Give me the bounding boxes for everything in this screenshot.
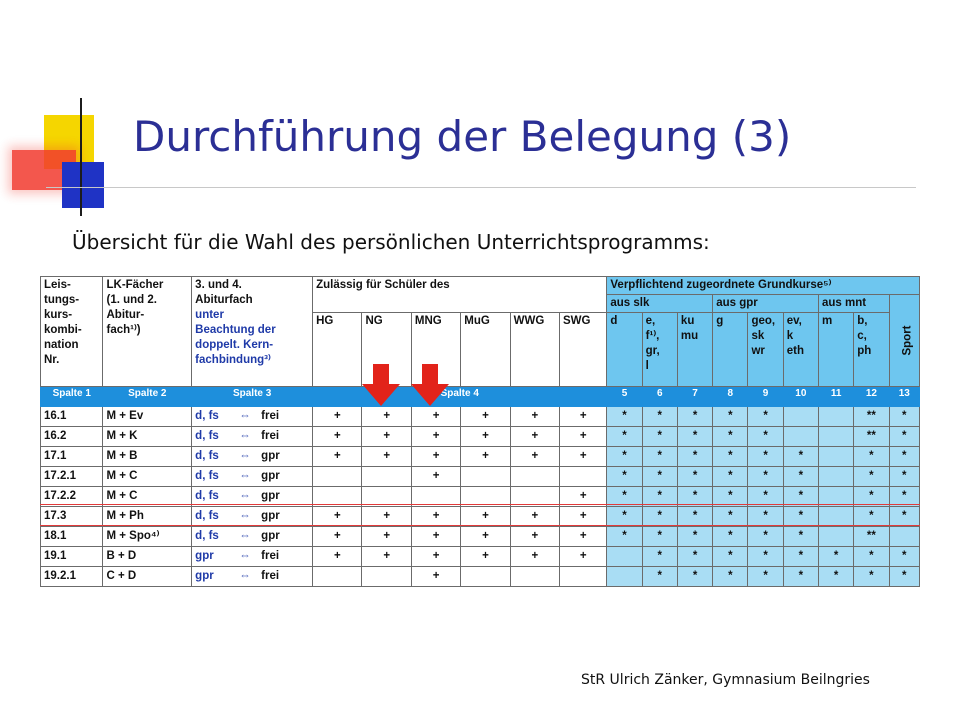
- row-course-mark: *: [889, 407, 919, 427]
- row-school-mark: +: [510, 427, 559, 447]
- row-course-mark: *: [783, 507, 818, 527]
- row-course-mark: *: [607, 507, 642, 527]
- row-abiturfach-option: d, fs: [195, 530, 219, 542]
- row-abiturfach-arrow: ⇔: [239, 530, 251, 542]
- row-lk-faecher: B + D: [103, 547, 192, 567]
- row-number: 17.1: [41, 447, 103, 467]
- row-school-mark: +: [461, 527, 510, 547]
- row-lk-faecher: M + C: [103, 467, 192, 487]
- row-course-mark: *: [783, 547, 818, 567]
- header-school: NG: [362, 313, 411, 387]
- row-abiturfach-alternative: gpr: [261, 490, 280, 502]
- row-lk-faecher: M + Spo⁴⁾: [103, 527, 192, 547]
- row-course-mark: *: [713, 507, 748, 527]
- row-school-mark: +: [510, 407, 559, 427]
- row-school-mark: +: [510, 447, 559, 467]
- row-course-mark: *: [607, 447, 642, 467]
- header-sport-label: Sport: [901, 325, 914, 356]
- row-abiturfach-arrow: ⇔: [239, 490, 251, 502]
- header-subject-line: e,: [645, 315, 656, 327]
- row-school-mark: +: [411, 507, 460, 527]
- arrow-down-ng-icon: [362, 364, 400, 406]
- header-school: HG: [313, 313, 362, 387]
- header-subject-line: ev,: [786, 315, 802, 327]
- header-subject: [642, 313, 677, 387]
- header-school: MuG: [461, 313, 510, 387]
- row-school-mark: +: [362, 547, 411, 567]
- header-sport: [889, 295, 919, 387]
- row-school-mark: [510, 567, 559, 587]
- header-subject-line: l: [645, 360, 649, 372]
- header-kombination-line: Leis-: [44, 279, 71, 291]
- spalte-label: 10: [783, 387, 818, 407]
- header-kombination-line: tungs-: [44, 294, 80, 306]
- row-abiturfach-arrow: ⇔: [239, 510, 251, 522]
- spalte-label: Spalte 4: [313, 387, 607, 407]
- row-course-mark: *: [642, 547, 677, 567]
- header-abiturfach-note-line: fachbindung³⁾: [195, 354, 271, 366]
- row-course-mark: *: [677, 527, 712, 547]
- row-school-mark: [559, 467, 606, 487]
- spalte-label: 11: [818, 387, 853, 407]
- row-lk-faecher: C + D: [103, 567, 192, 587]
- course-table: [40, 276, 920, 587]
- slide-title: Durchführung der Belegung (3): [133, 112, 792, 161]
- row-course-mark: *: [642, 447, 677, 467]
- header-aus-gpr: aus gpr: [713, 295, 819, 313]
- row-school-mark: [461, 467, 510, 487]
- row-course-mark: *: [642, 467, 677, 487]
- row-abiturfach-option: d, fs: [195, 430, 219, 442]
- row-lk-faecher: M + Ev: [103, 407, 192, 427]
- row-course-mark: **: [854, 407, 889, 427]
- row-school-mark: +: [461, 427, 510, 447]
- row-lk-faecher: M + K: [103, 427, 192, 447]
- row-abiturfach-option: d, fs: [195, 410, 219, 422]
- row-course-mark: *: [889, 427, 919, 447]
- row-school-mark: +: [461, 447, 510, 467]
- row-course-mark: *: [748, 567, 783, 587]
- row-abiturfach-arrow: ⇔: [239, 450, 251, 462]
- row-lk-faecher: M + Ph: [103, 507, 192, 527]
- header-subject-line: g: [716, 315, 724, 327]
- row-course-mark: *: [642, 567, 677, 587]
- row-course-mark: *: [783, 487, 818, 507]
- row-course-mark: *: [748, 507, 783, 527]
- header-subject-line: b,: [857, 315, 868, 327]
- spalte-label: 5: [607, 387, 642, 407]
- row-course-mark: *: [677, 447, 712, 467]
- header-subject-line: geo,: [751, 315, 776, 327]
- row-school-mark: +: [313, 407, 362, 427]
- row-course-mark: *: [889, 567, 919, 587]
- row-school-mark: +: [362, 527, 411, 547]
- row-course-mark: *: [748, 447, 783, 467]
- row-course-mark: [607, 547, 642, 567]
- row-school-mark: +: [559, 547, 606, 567]
- row-course-mark: *: [713, 407, 748, 427]
- spalte-label: Spalte 1: [41, 387, 103, 407]
- row-course-mark: *: [677, 507, 712, 527]
- row-course-mark: *: [607, 427, 642, 447]
- row-abiturfach: [192, 467, 313, 487]
- row-school-mark: +: [411, 447, 460, 467]
- row-number: 19.1: [41, 547, 103, 567]
- row-course-mark: *: [713, 547, 748, 567]
- spalte-label: 13: [889, 387, 919, 407]
- header-aus-mnt: aus mnt: [818, 295, 889, 313]
- highlight-line-bottom: [40, 525, 920, 526]
- table-row: [41, 467, 920, 487]
- header-subject-line: wr: [751, 345, 765, 357]
- row-course-mark: *: [713, 487, 748, 507]
- row-course-mark: **: [854, 427, 889, 447]
- row-course-mark: [818, 447, 853, 467]
- row-school-mark: [461, 567, 510, 587]
- header-aus-slk: aus slk: [607, 295, 713, 313]
- row-course-mark: [783, 427, 818, 447]
- row-school-mark: [510, 467, 559, 487]
- header-kombination-line: Nr.: [44, 354, 60, 366]
- row-number: 17.2.2: [41, 487, 103, 507]
- row-abiturfach-arrow: ⇔: [239, 410, 251, 422]
- row-school-mark: [362, 567, 411, 587]
- row-course-mark: *: [854, 447, 889, 467]
- header-school: MNG: [411, 313, 460, 387]
- row-school-mark: +: [362, 507, 411, 527]
- row-course-mark: *: [889, 467, 919, 487]
- row-school-mark: +: [411, 467, 460, 487]
- header-subject-line: ku: [680, 315, 695, 327]
- row-school-mark: +: [559, 527, 606, 547]
- row-course-mark: [818, 527, 853, 547]
- header-subject: [818, 313, 853, 387]
- row-school-mark: +: [559, 407, 606, 427]
- row-course-mark: *: [607, 407, 642, 427]
- row-abiturfach-option: d, fs: [195, 470, 219, 482]
- decor-horizontal-line: [46, 187, 916, 188]
- row-lk-faecher: M + B: [103, 447, 192, 467]
- spalte-label: 9: [748, 387, 783, 407]
- row-school-mark: [313, 467, 362, 487]
- header-kombination-line: kombi-: [44, 324, 82, 336]
- row-course-mark: *: [854, 487, 889, 507]
- header-subject-line: m: [821, 315, 833, 327]
- row-course-mark: *: [713, 567, 748, 587]
- row-school-mark: +: [313, 547, 362, 567]
- row-course-mark: *: [642, 507, 677, 527]
- header-lk-faecher-line: (1. und 2.: [106, 294, 157, 306]
- row-course-mark: *: [677, 467, 712, 487]
- row-course-mark: [818, 427, 853, 447]
- header-subject-line: sk: [751, 330, 765, 342]
- row-abiturfach-alternative: frei: [261, 570, 280, 582]
- row-course-mark: *: [713, 527, 748, 547]
- row-number: 17.2.1: [41, 467, 103, 487]
- header-subject-line: eth: [786, 345, 804, 357]
- row-abiturfach: [192, 527, 313, 547]
- row-abiturfach-option: d, fs: [195, 490, 219, 502]
- row-course-mark: *: [889, 547, 919, 567]
- row-abiturfach: [192, 507, 313, 527]
- header-lk-faecher-line: Abitur-: [106, 309, 145, 321]
- row-course-mark: *: [713, 427, 748, 447]
- spalte-label: 7: [677, 387, 712, 407]
- row-abiturfach: [192, 427, 313, 447]
- row-school-mark: +: [313, 427, 362, 447]
- row-course-mark: *: [748, 527, 783, 547]
- row-course-mark: *: [677, 547, 712, 567]
- row-course-mark: *: [607, 527, 642, 547]
- header-zulaessig: Zulässig für Schüler des: [313, 277, 607, 313]
- row-school-mark: [313, 567, 362, 587]
- row-abiturfach-alternative: frei: [261, 430, 280, 442]
- row-school-mark: +: [461, 507, 510, 527]
- row-course-mark: *: [642, 527, 677, 547]
- table-row: [41, 427, 920, 447]
- row-school-mark: +: [510, 547, 559, 567]
- row-abiturfach: [192, 447, 313, 467]
- row-course-mark: *: [748, 487, 783, 507]
- row-course-mark: *: [607, 467, 642, 487]
- row-course-mark: *: [748, 547, 783, 567]
- arrow-down-mng-icon: [411, 364, 449, 406]
- row-school-mark: +: [362, 447, 411, 467]
- row-course-mark: [818, 407, 853, 427]
- row-course-mark: [818, 467, 853, 487]
- row-abiturfach-arrow: ⇔: [239, 550, 251, 562]
- row-course-mark: [818, 507, 853, 527]
- header-subject: [783, 313, 818, 387]
- row-abiturfach-alternative: gpr: [261, 530, 280, 542]
- row-number: 18.1: [41, 527, 103, 547]
- row-abiturfach-arrow: ⇔: [239, 470, 251, 482]
- row-course-mark: *: [818, 547, 853, 567]
- row-course-mark: *: [677, 407, 712, 427]
- row-course-mark: *: [818, 567, 853, 587]
- row-course-mark: *: [889, 487, 919, 507]
- row-abiturfach: [192, 547, 313, 567]
- row-number: 16.1: [41, 407, 103, 427]
- row-school-mark: +: [559, 487, 606, 507]
- header-subject: [677, 313, 712, 387]
- row-school-mark: +: [313, 447, 362, 467]
- row-course-mark: *: [677, 427, 712, 447]
- header-abiturfach-note-line: doppelt. Kern-: [195, 339, 274, 351]
- header-school: SWG: [559, 313, 606, 387]
- slide-subtitle: Übersicht für die Wahl des persönlichen Unterrichtsprogramms:: [72, 230, 710, 254]
- row-course-mark: *: [854, 567, 889, 587]
- row-abiturfach-alternative: frei: [261, 410, 280, 422]
- row-course-mark: *: [642, 407, 677, 427]
- row-course-mark: *: [783, 447, 818, 467]
- row-course-mark: **: [854, 527, 889, 547]
- row-school-mark: +: [411, 567, 460, 587]
- header-lk-faecher-line: LK-Fächer: [106, 279, 164, 291]
- row-abiturfach-arrow: ⇔: [239, 430, 251, 442]
- header-subject-line: f¹⁾,: [645, 330, 660, 342]
- header-kombination-line: nation: [44, 339, 79, 351]
- decor-vertical-line: [80, 98, 82, 216]
- row-course-mark: *: [677, 567, 712, 587]
- row-course-mark: [607, 567, 642, 587]
- header-subject: [748, 313, 783, 387]
- row-abiturfach-option: d, fs: [195, 510, 219, 522]
- table-row: [41, 407, 920, 427]
- row-abiturfach-alternative: gpr: [261, 450, 280, 462]
- header-abiturfach-line: 3. und 4.: [195, 279, 242, 291]
- row-school-mark: +: [559, 447, 606, 467]
- row-course-mark: *: [642, 487, 677, 507]
- row-course-mark: *: [748, 407, 783, 427]
- row-school-mark: +: [411, 427, 460, 447]
- header-lk-faecher-line: fach¹⁾): [106, 324, 141, 336]
- spalte-label: Spalte 3: [192, 387, 313, 407]
- row-course-mark: *: [854, 547, 889, 567]
- row-school-mark: +: [510, 527, 559, 547]
- row-abiturfach-arrow: ⇔: [239, 570, 251, 582]
- row-number: 19.2.1: [41, 567, 103, 587]
- spalte-label: 12: [854, 387, 889, 407]
- header-subject-line: mu: [680, 330, 699, 342]
- spalte-label: Spalte 2: [103, 387, 192, 407]
- row-course-mark: *: [854, 467, 889, 487]
- row-school-mark: +: [313, 527, 362, 547]
- row-course-mark: *: [889, 447, 919, 467]
- decor-blue-square: [62, 162, 104, 208]
- header-subject-line: d: [610, 315, 618, 327]
- table-row: [41, 547, 920, 567]
- header-subject-line: c,: [857, 330, 867, 342]
- row-lk-faecher: M + C: [103, 487, 192, 507]
- header-subject: [854, 313, 889, 387]
- table-row: [41, 507, 920, 527]
- row-abiturfach: [192, 567, 313, 587]
- spalte-label: 8: [713, 387, 748, 407]
- row-school-mark: +: [313, 507, 362, 527]
- row-abiturfach-alternative: frei: [261, 550, 280, 562]
- course-table-image: [40, 276, 920, 640]
- row-course-mark: *: [748, 467, 783, 487]
- row-abiturfach-option: d, fs: [195, 450, 219, 462]
- row-school-mark: +: [411, 547, 460, 567]
- row-school-mark: [559, 567, 606, 587]
- row-school-mark: +: [559, 507, 606, 527]
- header-abiturfach-note-line: unter: [195, 309, 224, 321]
- row-abiturfach-alternative: gpr: [261, 510, 280, 522]
- header-kombination-line: kurs-: [44, 309, 73, 321]
- header-abiturfach-note-line: Beachtung der: [195, 324, 276, 336]
- row-school-mark: [362, 467, 411, 487]
- row-course-mark: *: [783, 567, 818, 587]
- row-course-mark: *: [713, 447, 748, 467]
- row-abiturfach-option: gpr: [195, 550, 214, 562]
- row-course-mark: *: [713, 467, 748, 487]
- header-subject-line: gr,: [645, 345, 660, 357]
- row-school-mark: +: [510, 507, 559, 527]
- row-number: 17.3: [41, 507, 103, 527]
- table-row: [41, 567, 920, 587]
- header-subject: [713, 313, 748, 387]
- header-lk-faecher: [103, 277, 192, 387]
- row-course-mark: *: [783, 527, 818, 547]
- row-school-mark: +: [461, 547, 510, 567]
- spalte-label: 6: [642, 387, 677, 407]
- header-subject-line: k: [786, 330, 794, 342]
- row-course-mark: *: [783, 467, 818, 487]
- row-abiturfach-alternative: gpr: [261, 470, 280, 482]
- row-school-mark: +: [411, 407, 460, 427]
- row-course-mark: *: [854, 507, 889, 527]
- highlight-line-top: [40, 504, 920, 505]
- header-abiturfach: [192, 277, 313, 387]
- row-school-mark: +: [362, 407, 411, 427]
- header-verpflichtend: Verpflichtend zugeordnete Grundkurse⁵⁾: [607, 277, 920, 295]
- row-number: 16.2: [41, 427, 103, 447]
- header-subject: [607, 313, 642, 387]
- row-course-mark: *: [889, 507, 919, 527]
- row-course-mark: *: [642, 427, 677, 447]
- table-row: [41, 447, 920, 467]
- row-abiturfach: [192, 407, 313, 427]
- row-abiturfach-option: gpr: [195, 570, 214, 582]
- row-course-mark: *: [748, 427, 783, 447]
- header-subject-line: ph: [857, 345, 872, 357]
- row-school-mark: +: [461, 407, 510, 427]
- row-school-mark: +: [362, 427, 411, 447]
- row-course-mark: [783, 407, 818, 427]
- header-kombination: [41, 277, 103, 387]
- row-school-mark: +: [411, 527, 460, 547]
- header-abiturfach-line: Abiturfach: [195, 294, 253, 306]
- row-course-mark: *: [677, 487, 712, 507]
- row-course-mark: *: [607, 487, 642, 507]
- row-course-mark: [889, 527, 919, 547]
- slide-footer: StR Ulrich Zänker, Gymnasium Beilngries: [581, 672, 870, 688]
- header-school: WWG: [510, 313, 559, 387]
- row-school-mark: +: [559, 427, 606, 447]
- table-row: [41, 527, 920, 547]
